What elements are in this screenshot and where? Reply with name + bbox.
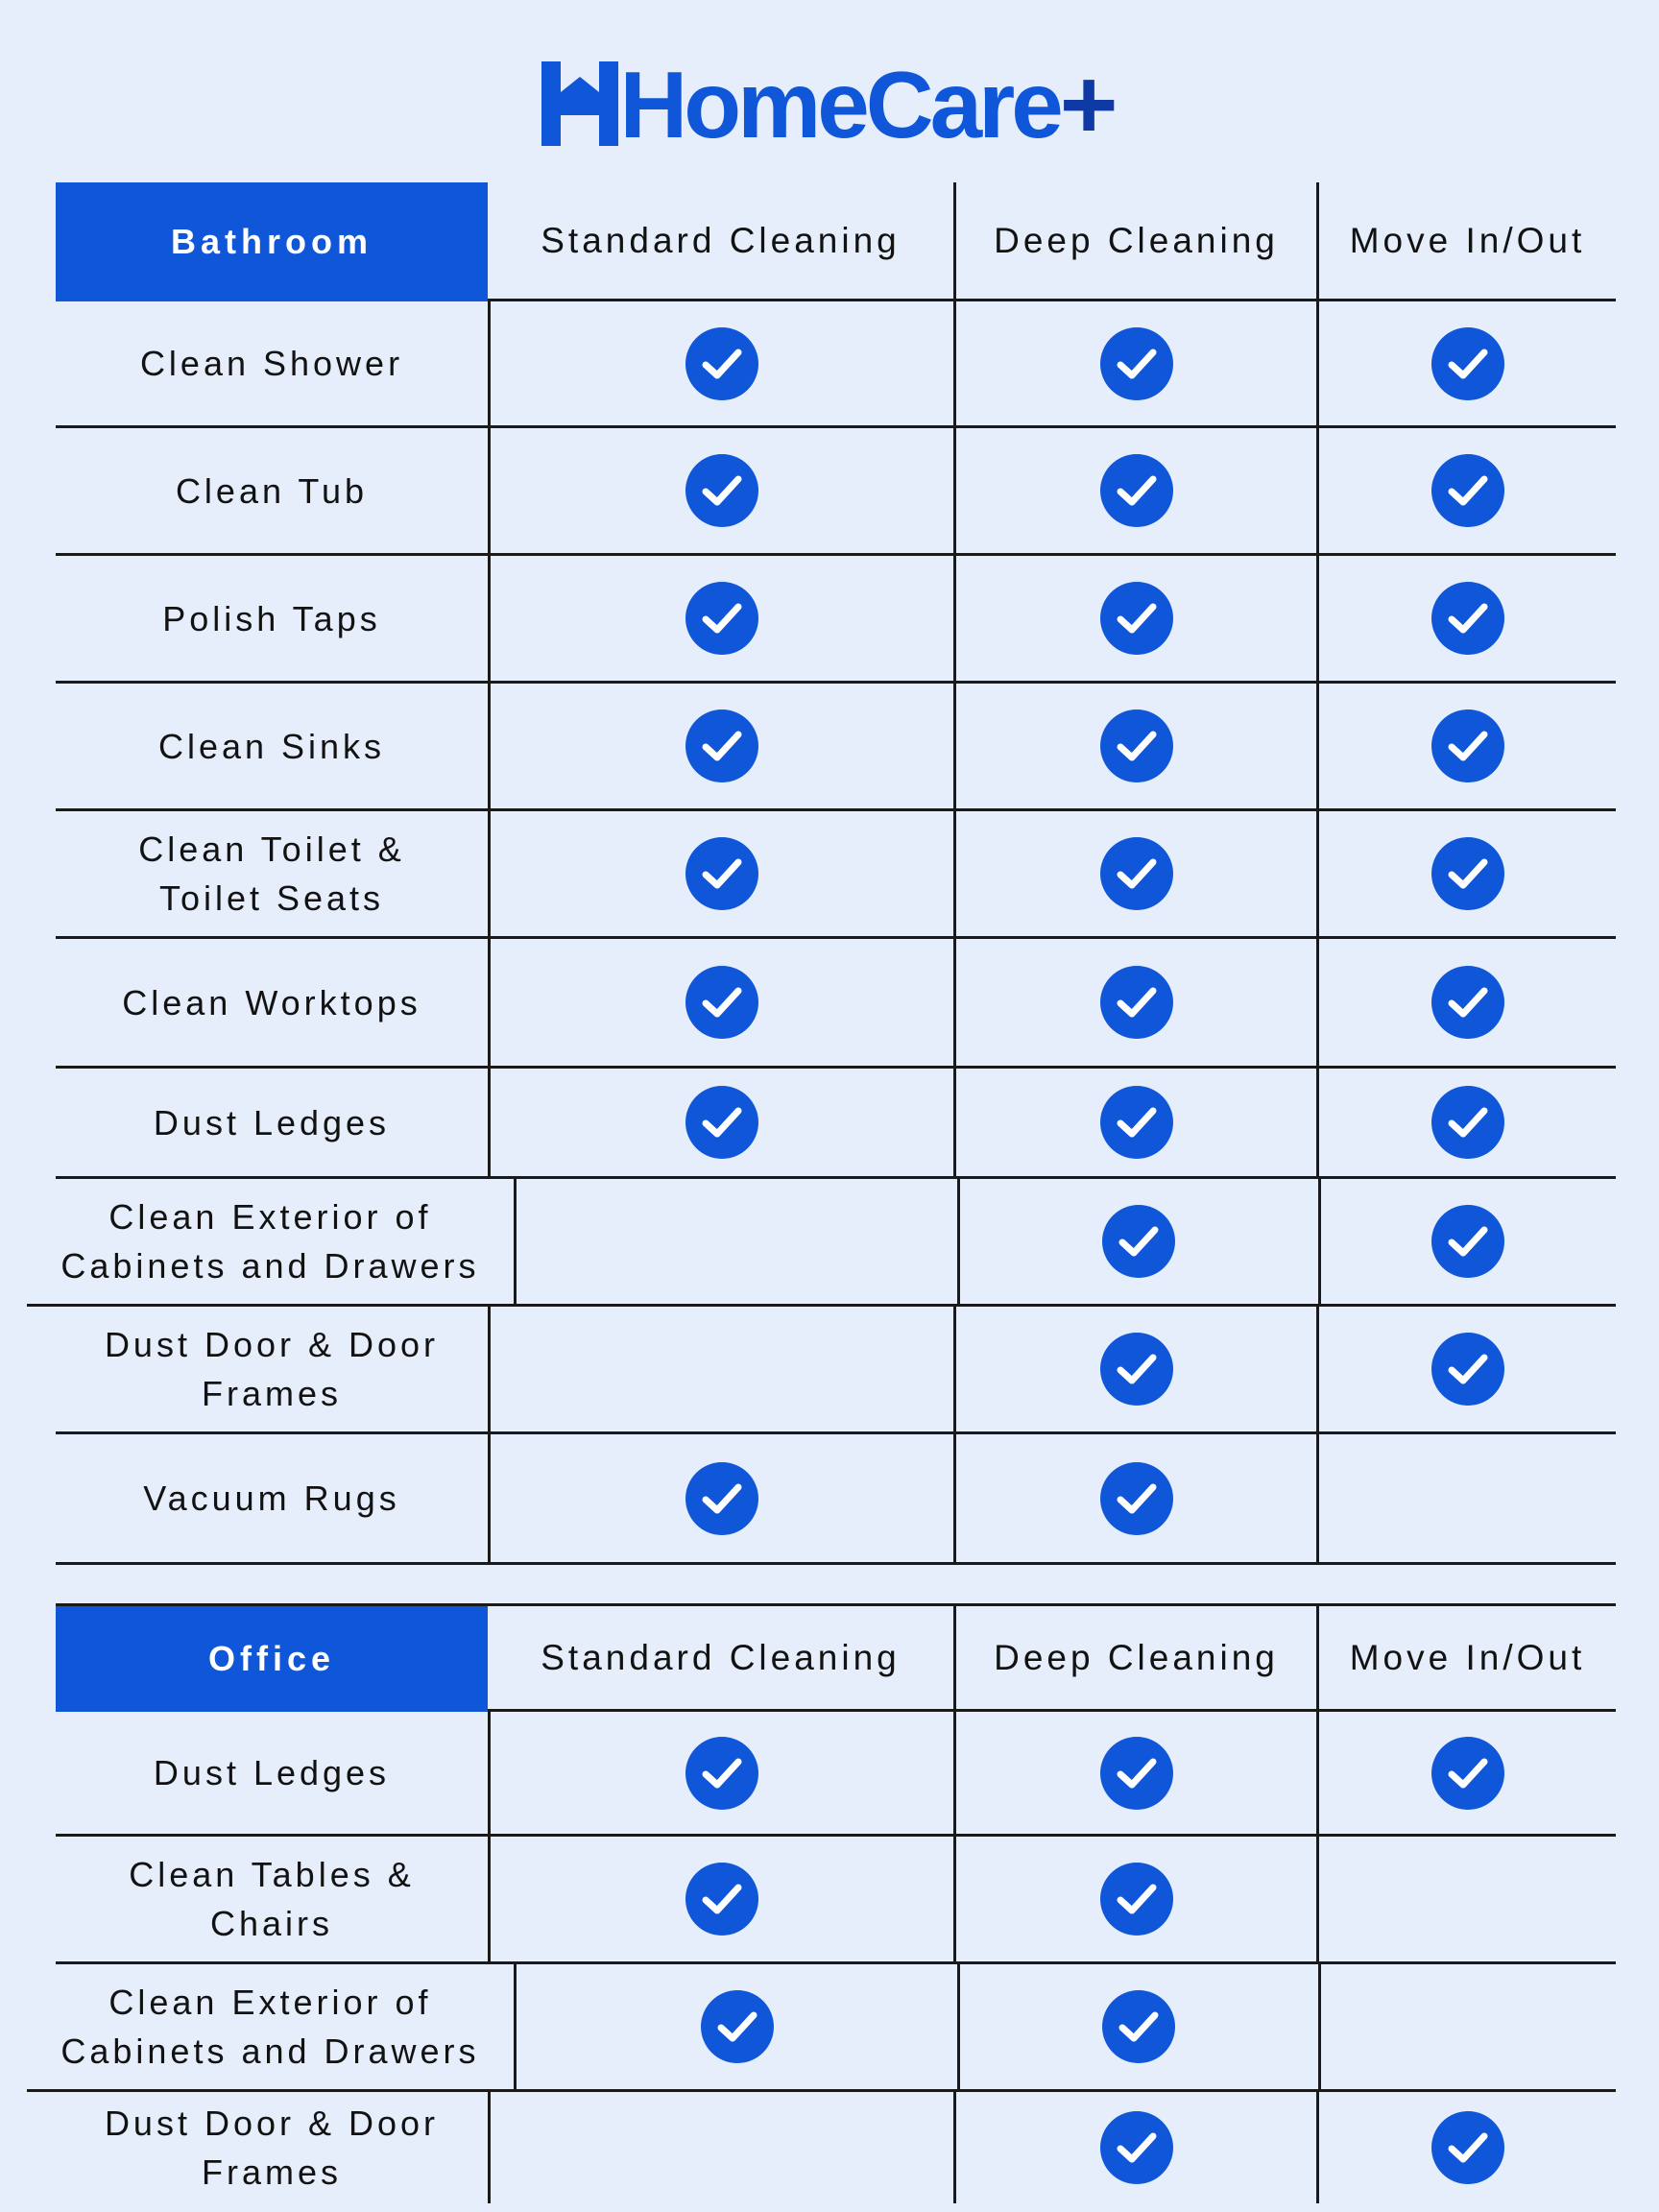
- column-header-deep-cleaning: Deep Cleaning: [953, 1606, 1316, 1712]
- cell-deep-cleaning: [953, 939, 1316, 1069]
- brand-plus: +: [1059, 49, 1118, 160]
- cell-move-in-out: [1316, 684, 1616, 811]
- cell-deep-cleaning: [957, 1964, 1318, 2092]
- cell-deep-cleaning: [953, 556, 1316, 684]
- cell-move-in-out: [1318, 1964, 1616, 2092]
- cell-move-in-out: [1316, 301, 1616, 428]
- check-circle-icon: [1431, 709, 1504, 782]
- check-circle-icon: [685, 966, 758, 1039]
- table-row: [56, 2092, 1616, 2203]
- cell-standard-cleaning: [488, 811, 953, 939]
- cell-standard-cleaning: [488, 2092, 953, 2203]
- table-row: [56, 428, 1616, 556]
- cell-deep-cleaning: [953, 1434, 1316, 1565]
- check-circle-icon: [1100, 454, 1173, 527]
- check-circle-icon: [1431, 454, 1504, 527]
- check-circle-icon: [1100, 582, 1173, 655]
- row-label: Clean Tables & Chairs: [56, 1837, 488, 1964]
- row-label: Dust Ledges: [56, 1069, 488, 1179]
- row-label: Clean Toilet & Toilet Seats: [56, 811, 488, 939]
- cell-deep-cleaning: [953, 2092, 1316, 2203]
- check-circle-icon: [1431, 966, 1504, 1039]
- check-circle-icon: [1100, 327, 1173, 400]
- cell-move-in-out: [1316, 428, 1616, 556]
- check-circle-icon: [685, 582, 758, 655]
- row-label: Vacuum Rugs: [56, 1434, 488, 1565]
- check-circle-icon: [1431, 1737, 1504, 1810]
- row-label: Dust Ledges: [56, 1712, 488, 1837]
- table-row: [56, 1712, 1616, 1837]
- check-circle-icon: [685, 709, 758, 782]
- cell-deep-cleaning: [953, 1712, 1316, 1837]
- cell-move-in-out: [1316, 556, 1616, 684]
- row-label: Dust Door & Door Frames: [56, 1307, 488, 1434]
- table-row: [56, 1069, 1616, 1179]
- check-circle-icon: [685, 1863, 758, 1936]
- table-row: [56, 556, 1616, 684]
- row-label: Dust Door & Door Frames: [104, 2104, 440, 2192]
- table-header-row: [56, 182, 1616, 301]
- check-circle-icon: [1100, 2111, 1173, 2184]
- row-label: Polish Taps: [56, 556, 488, 684]
- column-header-move-in-out: Move In/Out: [1316, 182, 1616, 301]
- cell-standard-cleaning: [488, 1069, 953, 1179]
- row-label: Clean Exterior of Cabinets and Drawers: [27, 1964, 514, 2092]
- table-row: [56, 1434, 1616, 1565]
- check-circle-icon: [685, 1086, 758, 1159]
- check-circle-icon: [1431, 327, 1504, 400]
- check-circle-icon: [1431, 837, 1504, 910]
- check-circle-icon: [685, 1737, 758, 1810]
- cell-deep-cleaning: [953, 428, 1316, 556]
- check-circle-icon: [1100, 1863, 1173, 1936]
- column-header-standard-cleaning: Standard Cleaning: [488, 1606, 953, 1712]
- row-label: Clean Sinks: [56, 684, 488, 811]
- cell-deep-cleaning: [953, 684, 1316, 811]
- check-circle-icon: [1100, 1333, 1173, 1406]
- category-header: Bathroom: [56, 182, 488, 301]
- table-row: [56, 1179, 1616, 1307]
- check-circle-icon: [1100, 1086, 1173, 1159]
- check-circle-icon: [1102, 1990, 1175, 2063]
- check-circle-icon: [1431, 1086, 1504, 1159]
- cell-standard-cleaning: [488, 301, 953, 428]
- check-circle-icon: [685, 837, 758, 910]
- table-row: [56, 1307, 1616, 1434]
- check-circle-icon: [1100, 1462, 1173, 1535]
- cell-move-in-out: [1316, 1837, 1616, 1964]
- check-circle-icon: [1100, 837, 1173, 910]
- table-row: [56, 301, 1616, 428]
- cell-standard-cleaning: [488, 428, 953, 556]
- cell-deep-cleaning: [953, 1837, 1316, 1964]
- check-circle-icon: [685, 1462, 758, 1535]
- column-header-move-in-out: Move In/Out: [1316, 1606, 1616, 1712]
- cell-standard-cleaning: [514, 1964, 957, 2092]
- cell-standard-cleaning: [488, 556, 953, 684]
- check-circle-icon: [685, 454, 758, 527]
- table-row: [56, 939, 1616, 1069]
- bathroom-table: [56, 182, 1616, 1565]
- house-h-icon: [541, 61, 618, 146]
- check-circle-icon: [701, 1990, 774, 2063]
- check-circle-icon: [1431, 1333, 1504, 1406]
- cell-standard-cleaning: [488, 939, 953, 1069]
- check-circle-icon: [1102, 1205, 1175, 1278]
- row-label: Clean Tub: [56, 428, 488, 556]
- check-circle-icon: [1431, 582, 1504, 655]
- cell-move-in-out: [1316, 1434, 1616, 1565]
- cell-move-in-out: [1316, 1307, 1616, 1434]
- table-row: [56, 684, 1616, 811]
- column-header-standard-cleaning: Standard Cleaning: [488, 182, 953, 301]
- cell-move-in-out: [1316, 939, 1616, 1069]
- office-table: [56, 1603, 1616, 2203]
- row-label: Clean Exterior of Cabinets and Drawers: [27, 1179, 514, 1307]
- check-circle-icon: [1100, 966, 1173, 1039]
- cell-standard-cleaning: [488, 684, 953, 811]
- cell-standard-cleaning: [488, 1307, 953, 1434]
- check-circle-icon: [1100, 709, 1173, 782]
- check-circle-icon: [685, 327, 758, 400]
- cell-standard-cleaning: [488, 1837, 953, 1964]
- cell-deep-cleaning: [953, 301, 1316, 428]
- brand-name: HomeCare: [619, 52, 1060, 157]
- table-row: [56, 811, 1616, 939]
- cell-standard-cleaning: [488, 1434, 953, 1565]
- row-label: Clean Worktops: [56, 939, 488, 1069]
- table-header-row: [56, 1603, 1616, 1712]
- table-row: [56, 1837, 1616, 1964]
- column-header-deep-cleaning: Deep Cleaning: [953, 182, 1316, 301]
- cell-deep-cleaning: [953, 1069, 1316, 1179]
- cell-move-in-out: [1316, 811, 1616, 939]
- row-label: Clean Shower: [56, 301, 488, 428]
- check-circle-icon: [1431, 2111, 1504, 2184]
- cell-deep-cleaning: [953, 1307, 1316, 1434]
- category-header: Office: [56, 1606, 488, 1712]
- table-row: [56, 1964, 1616, 2092]
- cell-deep-cleaning: [953, 811, 1316, 939]
- cell-standard-cleaning: [514, 1179, 957, 1307]
- cell-move-in-out: [1316, 1712, 1616, 1837]
- brand-logo: [0, 49, 1659, 160]
- cell-move-in-out: [1318, 1179, 1616, 1307]
- check-circle-icon: [1100, 1737, 1173, 1810]
- cell-standard-cleaning: [488, 1712, 953, 1837]
- cell-move-in-out: [1316, 2092, 1616, 2203]
- cell-move-in-out: [1316, 1069, 1616, 1179]
- check-circle-icon: [1431, 1205, 1504, 1278]
- cell-deep-cleaning: [957, 1179, 1318, 1307]
